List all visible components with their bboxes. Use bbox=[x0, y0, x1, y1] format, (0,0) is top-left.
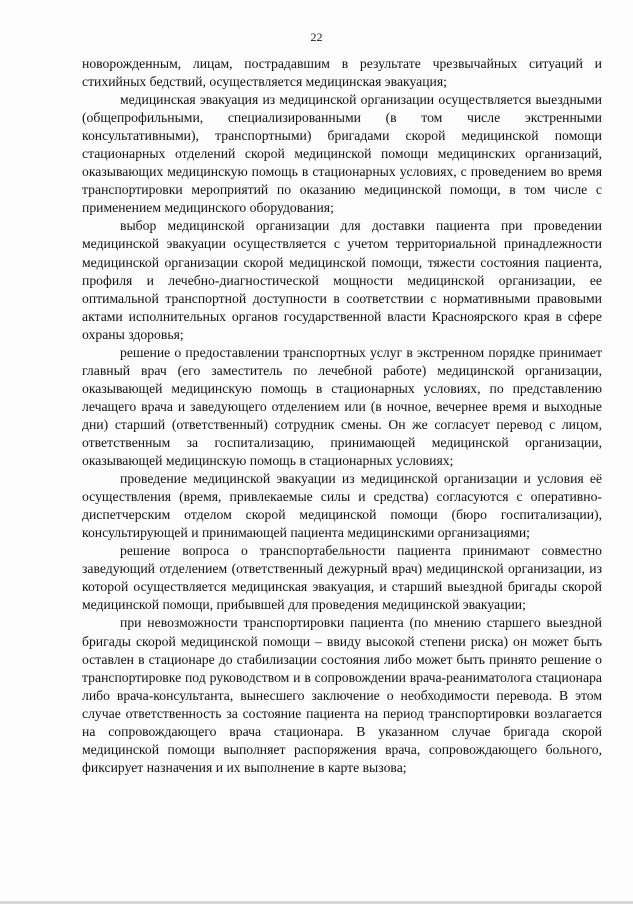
paragraph-transportability: решение вопроса о транспортабельности пациента принимают совместно заведующий отделением (ответственный дежурный врач) медицинской организации, из которой осуществляется медицинская эвакуация, и старший выездной бригады скорой медицинской помощи, прибывшей для проведения медицинской эвакуации; bbox=[82, 543, 602, 613]
paragraph-evacuation-brigades: медицинская эвакуация из медицинской организации осуществляется выездными (общепрофильными, специализированными (в том числе экстренными консультативными), транспортными) бригадами скорой медицинской помощи стационарных отделений скорой медицинской помощи медицинских организаций, оказывающих медицинскую помощь в стационарных условиях, с проведением во время транспортировки мероприятий по оказанию медицинской помощи, в том числе с применением медицинского оборудования; bbox=[82, 92, 602, 216]
paragraph-evacuation-coordination: проведение медицинской эвакуации из медицинской организации и условия её осуществления (время, привлекаемые силы и средства) согласуются с оперативно-диспетчерским отделом скорой медицинской помощи (бюро госпитализации), консультирующей и принимающей пациента медицинскими организациями; bbox=[82, 471, 602, 541]
paragraph-continuation: новорожденным, лицам, пострадавшим в результате чрезвычайных ситуаций и стихийных бедствий, осуществляется медицинская эвакуация; bbox=[82, 56, 602, 90]
paragraph-transport-decision: решение о предоставлении транспортных услуг в экстренном порядке принимает главный врач (его заместитель по лечебной работе) медицинской организации, оказывающей медицинскую помощь в стационарных условиях, по представлению лечащего врача и заведующего отделением или (в ночное, вечернее время и выходные дни) старший (ответственный) сотрудник смены. Он же согласует перевод с лицом, ответственным за госпитализацию, принимающей медицинской организации, оказывающей медицинскую помощь в стационарных условиях; bbox=[82, 344, 602, 469]
document-body bbox=[82, 55, 602, 777]
page-number: 22 bbox=[310, 30, 323, 44]
paragraph-organization-choice: выбор медицинской организации для доставки пациента при проведении медицинской эвакуации осуществляется с учетом территориальной принадлежности медицинской организации скорой медицинской помощи, тяжести состояния пациента, профиля и лечебно-диагностической мощности медицинской организации, ее оптимальной транспортной доступности в соответствии с нормативными правовыми актами исполнительных органов государственной власти Красноярского края в сфере охраны здоровья; bbox=[82, 218, 602, 342]
paragraph-transport-impossible: при невозможности транспортировки пациента (по мнению старшего выездной бригады скорой медицинской помощи – ввиду высокой степени риска) он может быть оставлен в стационаре до стабилизации состояния либо может быть принято решение о транспортировке под руководством и в сопровождении врача-реаниматолога стационара либо врача-консультанта, вынесшего заключение о необходимости перевода. В этом случае ответственность за состояние пациента на период транспортировки возлагается на сопровождающего врача стационара. В указанном случае бригада скорой медицинской помощи выполняет распоряжения врача, сопровождающего больного, фиксирует назначения и их выполнение в карте вызова; bbox=[82, 615, 602, 775]
